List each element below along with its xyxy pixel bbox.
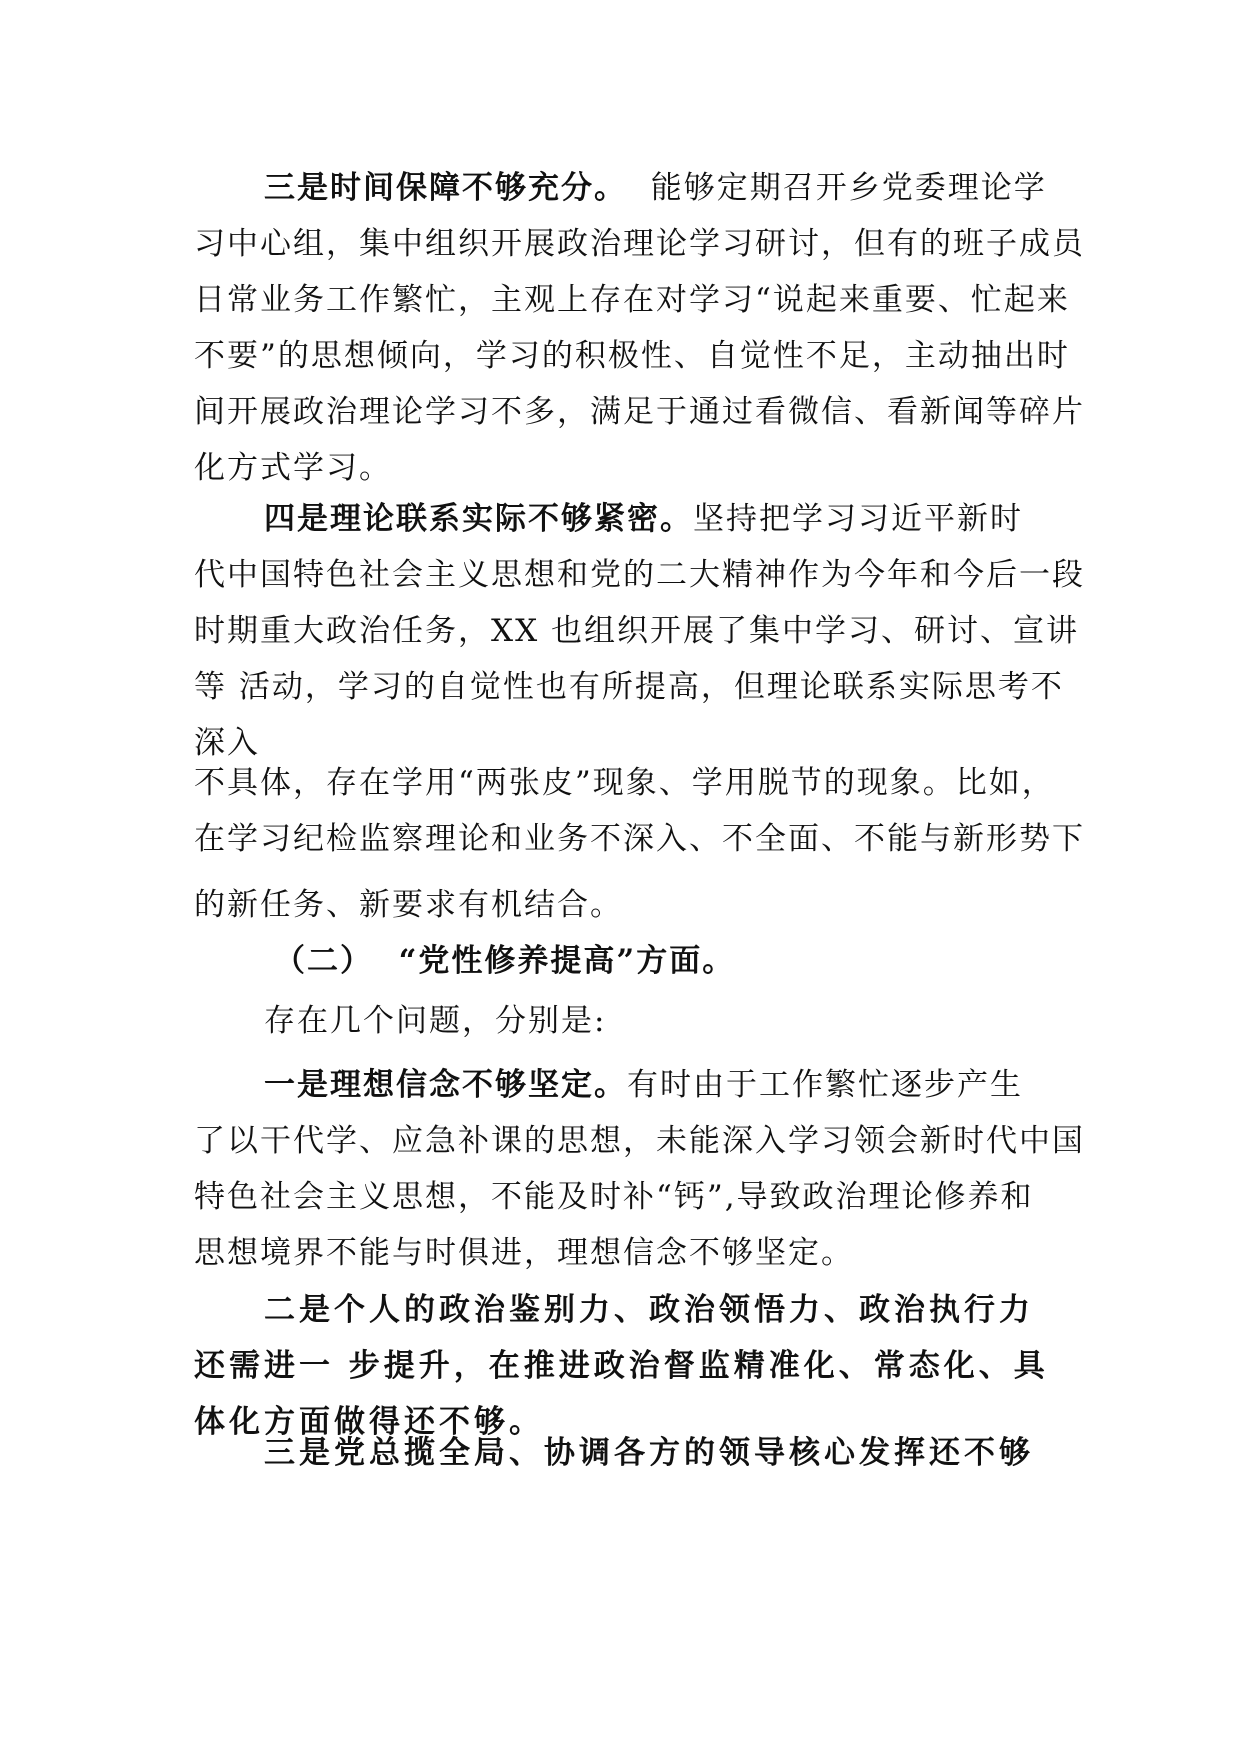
paragraph-line: 时期重大政治任务，XX 也组织开展了集中学习、研讨、宣讲	[194, 613, 1079, 649]
paragraph-line: 代中国特色社会主义思想和党的二大精神作为今年和今后一段	[194, 557, 1085, 593]
paragraph-lead: 一是理想信念不够坚定。	[264, 1067, 627, 1103]
paragraph-line: 体化方面做得还不够。	[194, 1404, 544, 1440]
intro-text: 存在几个问题，分别是:	[264, 1003, 607, 1039]
paragraph-line: 思想境界不能与时俱进，理想信念不够坚定。	[194, 1235, 854, 1271]
paragraph-lead: 四是理论联系实际不够紧密。	[264, 501, 693, 537]
paragraph-text: 坚持把学习习近平新时	[693, 501, 1023, 537]
intro-block	[194, 993, 1044, 1049]
section-heading-block	[194, 933, 1044, 989]
paragraph-ideals-belief	[194, 1057, 1085, 1281]
paragraph-line	[194, 160, 1047, 216]
paragraph-line: 等 活动，学习的自觉性也有所提高，但理论联系实际思考不	[194, 669, 1064, 705]
paragraph-theory-practice	[194, 491, 1085, 933]
paragraph-line: 二是个人的政治鉴别力、政治领悟力、政治执行力	[264, 1292, 1034, 1328]
paragraph-text: 有时由于工作繁忙逐步产生	[627, 1067, 1023, 1103]
paragraph-line: 了以干代学、应急补课的思想，未能深入学习领会新时代中国	[194, 1123, 1085, 1159]
paragraph-line	[194, 491, 1044, 547]
paragraph-line: 不具体，存在学用“两张皮”现象、学用脱节的现象。比如，	[194, 765, 1055, 801]
paragraph-line: 特色社会主义思想，不能及时补“钙”,导致政治理论修养和	[194, 1179, 1034, 1215]
paragraph-line: 的新任务、新要求有机结合。	[194, 887, 623, 923]
paragraph-leadership-core	[194, 1425, 1044, 1481]
paragraph-line: 间开展政治理论学习不多，满足于通过看微信、看新闻等碎片	[194, 394, 1085, 430]
section-heading: （二） “党性修养提高”方面。	[274, 943, 736, 979]
paragraph-line: 在学习纪检监察理论和业务不深入、不全面、不能与新形势下	[194, 821, 1085, 857]
paragraph-line: 化方式学习。	[194, 450, 392, 486]
paragraph-line: 还需进一 步提升，在推进政治督监精准化、常态化、具	[194, 1348, 1049, 1384]
paragraph-line	[194, 1057, 1044, 1113]
paragraph-line: 深入	[194, 725, 260, 761]
paragraph-line: 三是党总揽全局、协调各方的领导核心发挥还不够	[264, 1435, 1034, 1471]
paragraph-line: 习中心组，集中组织开展政治理论学习研讨，但有的班子成员	[194, 226, 1085, 262]
paragraph-text: 能够定期召开乡党委理论学	[627, 170, 1047, 206]
paragraph-line: 日常业务工作繁忙，主观上存在对学习“说起来重要、忙起来	[194, 282, 1070, 318]
paragraph-lead: 三是时间保障不够充分。	[264, 170, 627, 206]
paragraph-line: 不要”的思想倾向，学习的积极性、自觉性不足，主动抽出时	[194, 338, 1070, 374]
paragraph-time-guarantee	[194, 160, 1085, 496]
